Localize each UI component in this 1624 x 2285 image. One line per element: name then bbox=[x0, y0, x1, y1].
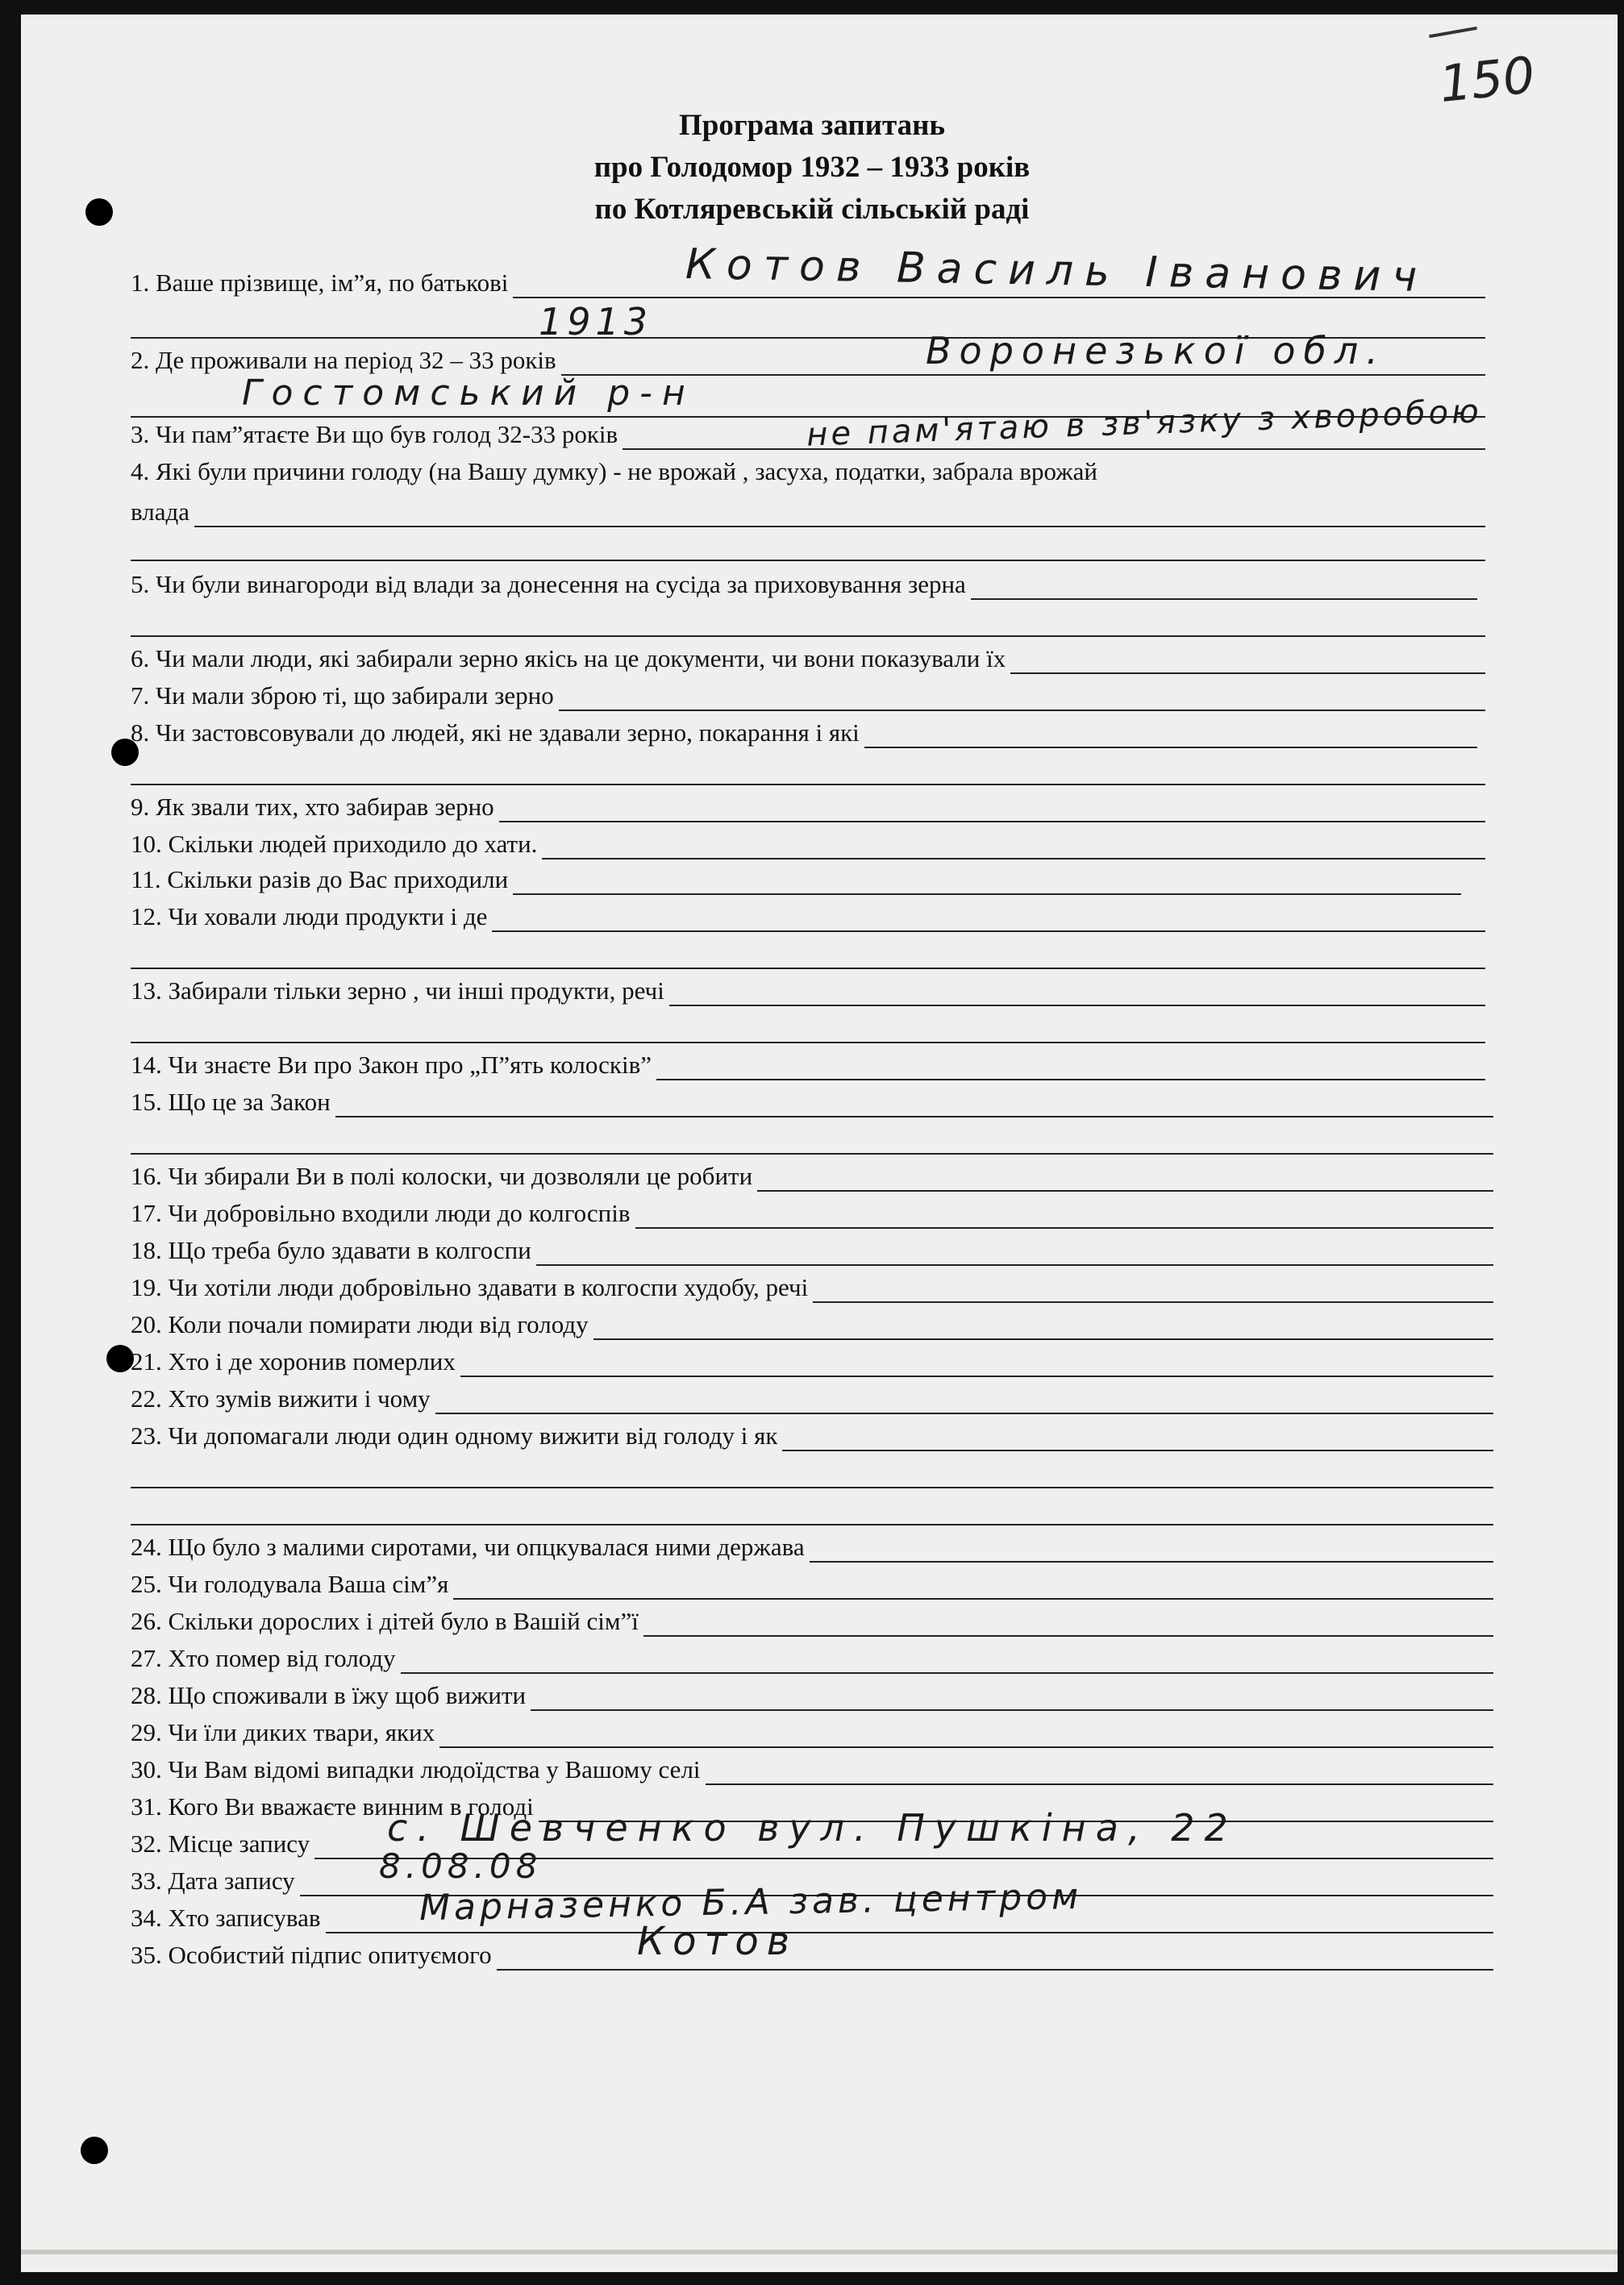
question-4-label: 4. Які були причини голоду (на Вашу думку) - не врожай , засуха, податки, забрала врожай bbox=[131, 457, 1098, 485]
question-10-answer-line bbox=[542, 834, 1485, 859]
question-18-answer-line bbox=[536, 1240, 1493, 1266]
question-24 bbox=[131, 1532, 1493, 1563]
question-15-answer-line bbox=[335, 1092, 1493, 1118]
question-28 bbox=[131, 1680, 1493, 1711]
question-19-label: 19. Чи хотіли люди добровільно здавати в колгоспи худобу, речі bbox=[131, 1273, 809, 1301]
question-17-answer-line bbox=[635, 1203, 1493, 1229]
handwritten-signature: Котов bbox=[637, 1919, 798, 1964]
question-7-label: 7. Чи мали зброю ті, що забирали зерно bbox=[131, 681, 554, 710]
question-35 bbox=[131, 1940, 1493, 1971]
question-7 bbox=[131, 681, 1485, 711]
question-1-label: 1. Ваше прізвище, ім”я, по батькові bbox=[131, 268, 509, 297]
handwritten-place: с. Шевченко вул. Пушкіна, 22 bbox=[387, 1806, 1238, 1850]
page-edge bbox=[21, 2250, 1618, 2254]
question-22-answer-line bbox=[435, 1388, 1493, 1414]
question-29 bbox=[131, 1717, 1493, 1748]
question-14-label: 14. Чи знаєте Ви про Закон про „П”ять колосків” bbox=[131, 1051, 652, 1079]
question-14-answer-line bbox=[656, 1055, 1485, 1080]
question-5-blank bbox=[131, 635, 1485, 637]
question-9-label: 9. Як звали тих, хто забирав зерно bbox=[131, 793, 494, 821]
question-6 bbox=[131, 643, 1485, 674]
document-title bbox=[0, 105, 1624, 231]
punch-hole-3 bbox=[106, 1345, 134, 1372]
handwritten-date: 8.08.08 bbox=[379, 1846, 543, 1886]
question-9-answer-line bbox=[499, 797, 1485, 822]
question-25-answer-line bbox=[453, 1574, 1493, 1600]
question-20 bbox=[131, 1309, 1493, 1340]
question-13-blank bbox=[131, 1042, 1485, 1043]
question-25 bbox=[131, 1569, 1493, 1600]
question-11 bbox=[131, 864, 1461, 895]
question-23-answer-line bbox=[782, 1426, 1493, 1451]
handwritten-birth-year: 1913 bbox=[539, 300, 653, 343]
question-24-label: 24. Що було з малими сиротами, чи опцкувалася ними держава bbox=[131, 1533, 805, 1561]
question-6-label: 6. Чи мали люди, які забирали зерно якісь на це документи, чи вони показували їх bbox=[131, 644, 1006, 672]
question-21 bbox=[131, 1346, 1493, 1377]
question-12-label: 12. Чи ховали люди продукти і де bbox=[131, 902, 488, 930]
question-11-label: 11. Скільки разів до Вас приходили bbox=[131, 865, 509, 893]
question-30 bbox=[131, 1754, 1493, 1785]
title-line-3: по Котляревській сільській раді bbox=[594, 193, 1030, 226]
question-16-label: 16. Чи збирали Ви в полі колоски, чи дозволяли це робити bbox=[131, 1162, 753, 1190]
question-26-answer-line bbox=[643, 1611, 1493, 1637]
handwritten-district: Гостомський р-н bbox=[242, 373, 695, 414]
question-4-blank bbox=[131, 560, 1485, 561]
question-20-label: 20. Коли почали помирати люди від голоду bbox=[131, 1310, 589, 1338]
question-10-label: 10. Скільки людей приходило до хати. bbox=[131, 830, 538, 858]
title-line-1: Програма запитань bbox=[679, 109, 945, 142]
question-13-label: 13. Забирали тільки зерно , чи інші продукти, речі bbox=[131, 976, 664, 1005]
question-23 bbox=[131, 1421, 1493, 1451]
question-25-label: 25. Чи голодувала Ваша сім”я bbox=[131, 1570, 449, 1598]
question-14 bbox=[131, 1050, 1485, 1080]
question-4-cont-label: влада bbox=[131, 497, 189, 526]
question-21-label: 21. Хто і де хоронив померлих bbox=[131, 1347, 456, 1376]
question-7-answer-line bbox=[559, 685, 1485, 711]
question-15 bbox=[131, 1087, 1493, 1118]
question-4-answer-line bbox=[194, 502, 1485, 527]
question-16-answer-line bbox=[757, 1166, 1493, 1192]
question-28-label: 28. Що споживали в їжу щоб вижити bbox=[131, 1681, 527, 1709]
question-13-answer-line bbox=[669, 980, 1485, 1006]
handwritten-name: Котов Василь Іванович bbox=[685, 239, 1429, 302]
title-line-2: про Голодомор 1932 – 1933 років bbox=[593, 151, 1031, 184]
question-31-label: 31. Кого Ви вважаєте винним в голоді bbox=[131, 1792, 534, 1821]
question-5-answer-line bbox=[971, 574, 1477, 600]
question-8-blank bbox=[131, 784, 1485, 785]
question-35-label: 35. Особистий підпис опитуємого bbox=[131, 1941, 492, 1969]
handwritten-memory-answer: не пам'ятаю в зв'язку з хворобою bbox=[806, 393, 1483, 454]
question-20-answer-line bbox=[593, 1314, 1493, 1340]
question-9 bbox=[131, 792, 1485, 822]
question-17-label: 17. Чи добровільно входили люди до колгоспів bbox=[131, 1199, 631, 1227]
question-33-label: 33. Дата запису bbox=[131, 1867, 295, 1895]
question-12-blank bbox=[131, 968, 1485, 969]
question-10 bbox=[131, 829, 1485, 859]
question-5-label: 5. Чи були винагороди від влади за донесення на сусіда за приховування зерна bbox=[131, 570, 966, 598]
question-11-answer-line bbox=[513, 869, 1461, 895]
question-2-label: 2. Де проживали на період 32 – 33 років bbox=[131, 346, 556, 374]
question-8 bbox=[131, 718, 1477, 748]
question-23-blank-1 bbox=[131, 1487, 1493, 1488]
question-13 bbox=[131, 976, 1485, 1006]
handwritten-region: Воронезької обл. bbox=[926, 329, 1386, 373]
question-8-label: 8. Чи застовсовували до людей, які не здавали зерно, покарання і які bbox=[131, 718, 860, 747]
question-6-answer-line bbox=[1010, 648, 1485, 674]
question-16 bbox=[131, 1161, 1493, 1192]
question-30-answer-line bbox=[706, 1759, 1493, 1785]
question-12-answer-line bbox=[492, 906, 1485, 932]
handwritten-recorder: Марназенко Б.А зав. центром bbox=[418, 1875, 1083, 1929]
question-23-blank-2 bbox=[131, 1524, 1493, 1525]
question-8-answer-line bbox=[864, 722, 1477, 748]
question-4-cont bbox=[131, 497, 1485, 527]
question-32-label: 32. Місце запису bbox=[131, 1829, 310, 1858]
question-17 bbox=[131, 1198, 1493, 1229]
question-26 bbox=[131, 1606, 1493, 1637]
question-18-label: 18. Що треба було здавати в колгоспи bbox=[131, 1236, 531, 1264]
question-26-label: 26. Скільки дорослих і дітей було в Вашій сім”ї bbox=[131, 1607, 639, 1635]
question-28-answer-line bbox=[531, 1685, 1493, 1711]
page-number: 150 bbox=[1436, 45, 1538, 114]
question-15-blank bbox=[131, 1153, 1493, 1155]
question-30-label: 30. Чи Вам відомі випадки людоїдства у Вашому селі bbox=[131, 1755, 701, 1783]
question-29-answer-line bbox=[439, 1722, 1493, 1748]
question-29-label: 29. Чи їли диких твари, яких bbox=[131, 1718, 435, 1746]
question-21-answer-line bbox=[460, 1351, 1493, 1377]
question-5 bbox=[131, 569, 1477, 600]
question-3-label: 3. Чи пам”ятаєте Ви що був голод 32-33 років bbox=[131, 420, 618, 448]
punch-hole-4 bbox=[81, 2137, 108, 2164]
question-27 bbox=[131, 1643, 1493, 1674]
question-18 bbox=[131, 1235, 1493, 1266]
question-19-answer-line bbox=[813, 1277, 1493, 1303]
question-23-label: 23. Чи допомагали люди один одному вижити від голоду і як bbox=[131, 1421, 778, 1450]
question-27-answer-line bbox=[401, 1648, 1493, 1674]
question-24-answer-line bbox=[810, 1537, 1493, 1563]
question-27-label: 27. Хто помер від голоду bbox=[131, 1644, 396, 1672]
question-12 bbox=[131, 901, 1485, 932]
question-19 bbox=[131, 1272, 1493, 1303]
question-22-label: 22. Хто зумів вижити і чому bbox=[131, 1384, 431, 1413]
question-22 bbox=[131, 1384, 1493, 1414]
question-4 bbox=[131, 456, 1485, 487]
question-34-label: 34. Хто записував bbox=[131, 1904, 321, 1932]
question-15-label: 15. Що це за Закон bbox=[131, 1088, 331, 1116]
